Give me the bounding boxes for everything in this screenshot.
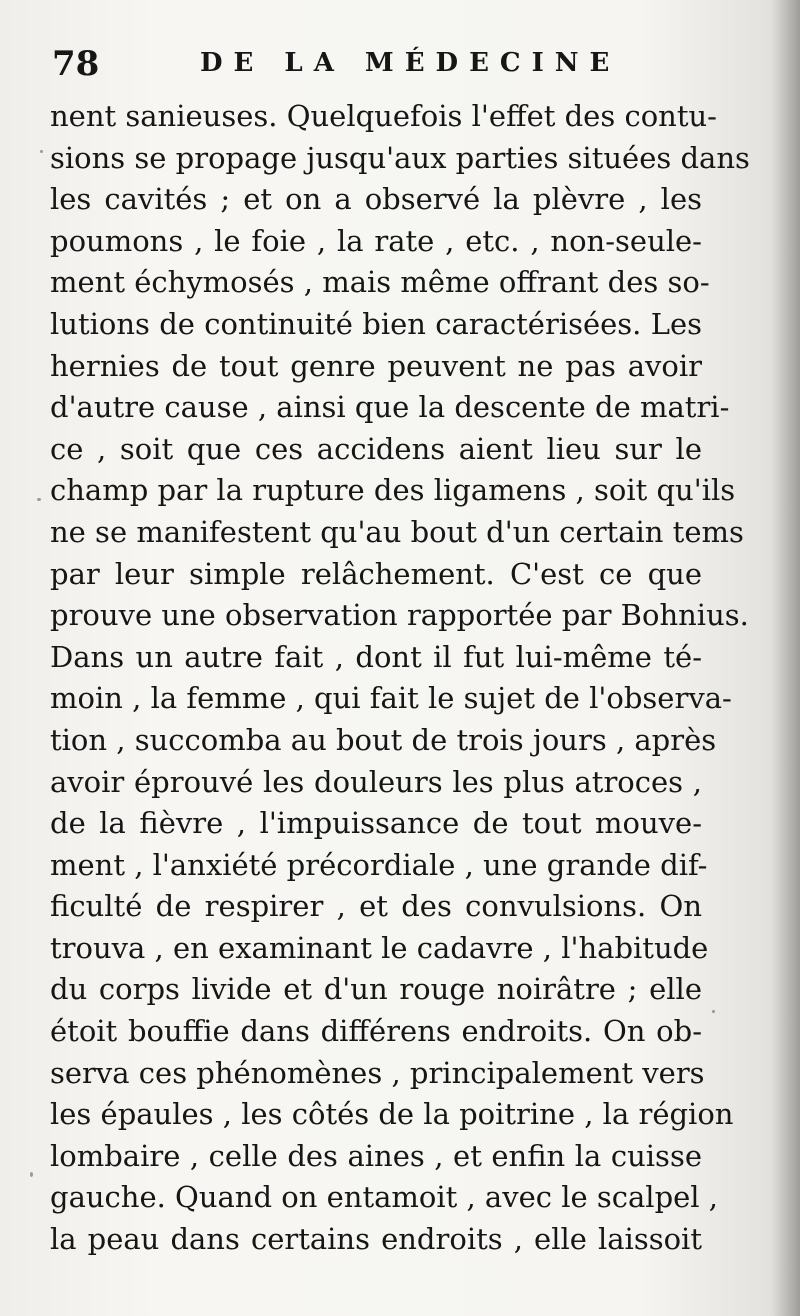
text-line: les cavités ; et on a observé la plèvre , les: [50, 182, 702, 217]
page-edge-shadow: [772, 0, 800, 1316]
text-line: étoit bouffie dans différens endroits. On ob-: [50, 1014, 702, 1049]
paper-speck: [712, 1010, 715, 1013]
text-line: ne se manifestent qu'au bout d'un certain tems: [50, 514, 744, 549]
text-line: sions se propage jusqu'aux parties situées dans: [50, 140, 750, 175]
text-line: ment , l'anxiété précordiale , une grande dif-: [50, 847, 708, 882]
text-line: gauche. Quand on entamoit , avec le scalpel ,: [50, 1180, 719, 1215]
text-line: lombaire , celle des aines , et enfin la cuisse: [50, 1138, 702, 1173]
text-line: ment échymosés , mais même offrant des so-: [50, 265, 710, 300]
text-line: ce , soit que ces accidens aient lieu sur le: [50, 431, 702, 466]
text-line: du corps livide et d'un rouge noirâtre ; elle: [50, 972, 702, 1007]
text-line: trouva , en examinant le cadavre , l'habitude: [50, 930, 709, 965]
text-line: hernies de tout genre peuvent ne pas avoir: [50, 348, 702, 383]
text-line: d'autre cause , ainsi que la descente de matri-: [50, 390, 730, 425]
text-line: serva ces phénomènes , principalement vers: [50, 1055, 705, 1090]
text-line: tion , succomba au bout de trois jours , après: [50, 722, 717, 757]
paper-speck: [40, 150, 43, 153]
text-line: par leur simple relâchement. C'est ce que: [50, 556, 702, 591]
paper-speck: [30, 1172, 33, 1177]
text-line: champ par la rupture des ligamens , soit qu'ils: [50, 473, 736, 508]
text-line: Dans un autre fait , dont il fut lui-même té-: [50, 639, 702, 674]
text-line: les épaules , les côtés de la poitrine , la région: [50, 1097, 734, 1132]
paper-speck: [37, 498, 41, 501]
text-line: lutions de continuité bien caractérisées. Les: [50, 306, 702, 341]
text-line: nent sanieuses. Quelquefois l'effet des contu-: [50, 99, 717, 133]
text-line: la peau dans certains endroits , elle laissoit: [50, 1222, 702, 1257]
body-text: [50, 96, 750, 1261]
text-line: moin , la femme , qui fait le sujet de l'observa-: [50, 681, 732, 716]
text-line: ficulté de respirer , et des convulsions. On: [50, 889, 702, 924]
page-number: 78: [52, 44, 100, 84]
page-header: [50, 38, 710, 88]
text-line: prouve une observation rapportée par Bohnius.: [50, 598, 749, 633]
text-line: avoir éprouvé les douleurs les plus atroces ,: [50, 764, 702, 799]
text-line: poumons , le foie , la rate , etc. , non-seule-: [50, 223, 702, 258]
running-title: DE LA MÉDECINE: [200, 48, 621, 78]
text-line: de la fièvre , l'impuissance de tout mouve-: [50, 806, 702, 841]
